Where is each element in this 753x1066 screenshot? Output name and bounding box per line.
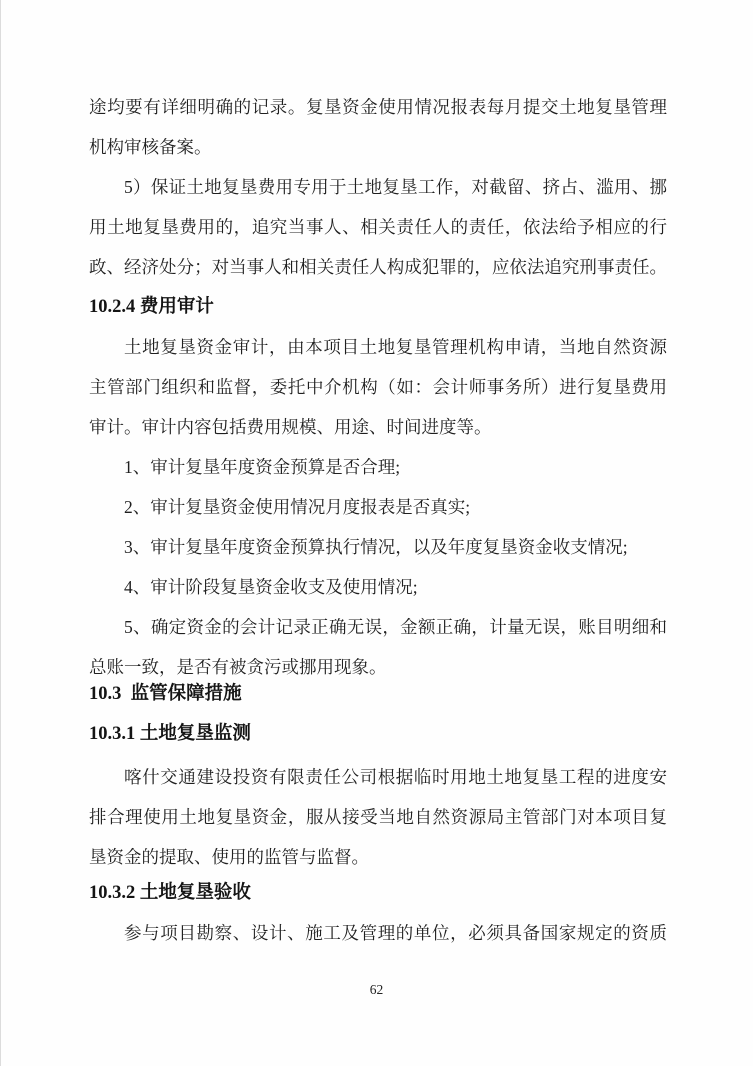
paragraph-line: 土地复垦资金审计，由本项目土地复垦管理机构申请，当地自然资源 bbox=[124, 337, 667, 357]
document-content bbox=[89, 87, 667, 953]
paragraph bbox=[89, 327, 667, 447]
list-item-line: 2、审计复垦资金使用情况月度报表是否真实; bbox=[124, 497, 471, 517]
list-item-line: 4、审计阶段复垦资金收支及使用情况; bbox=[124, 577, 418, 597]
page-edge-line bbox=[0, 0, 1, 1066]
paragraph-line: 5）保证土地复垦费用专用于土地复垦工作，对截留、挤占、滥用、挪 bbox=[124, 177, 667, 197]
heading-10-3-2-reclamation-acceptance: 10.3.2 土地复垦验收 bbox=[89, 883, 251, 903]
paragraph-line: 垦资金的提取、使用的监管与监督。 bbox=[89, 847, 369, 867]
paragraph-line: 机构审核备案。 bbox=[89, 137, 212, 157]
paragraph-line: 用土地复垦费用的，追究当事人、相关责任人的责任，依法给予相应的行 bbox=[89, 217, 667, 237]
paragraph-line: 总账一致，是否有被贪污或挪用现象。 bbox=[89, 657, 387, 677]
heading-10-3-1-reclamation-monitoring: 10.3.1 土地复垦监测 bbox=[89, 724, 251, 744]
paragraph bbox=[89, 167, 667, 287]
heading-10-3-supervision-measures: 10.3 监管保障措施 bbox=[89, 684, 242, 704]
heading-10-2-4-cost-audit: 10.2.4 费用审计 bbox=[89, 297, 214, 317]
list-item bbox=[89, 487, 667, 527]
paragraph bbox=[89, 87, 667, 167]
paragraph bbox=[89, 757, 667, 877]
list-item-line: 3、审计复垦年度资金预算执行情况，以及年度复垦资金收支情况; bbox=[124, 537, 628, 557]
list-item bbox=[89, 567, 667, 607]
paragraph-line: 参与项目勘察、设计、施工及管理的单位，必须具备国家规定的资质 bbox=[124, 923, 667, 943]
list-item bbox=[89, 447, 667, 487]
paragraph-line: 5、确定资金的会计记录正确无误，金额正确，计量无误，账目明细和 bbox=[124, 617, 667, 637]
list-item bbox=[89, 527, 667, 567]
paragraph-line: 政、经济处分；对当事人和相关责任人构成犯罪的，应依法追究刑事责任。 bbox=[89, 257, 667, 277]
paragraph bbox=[89, 913, 667, 953]
paragraph-line: 喀什交通建设投资有限责任公司根据临时用地土地复垦工程的进度安 bbox=[124, 767, 667, 787]
page-number: 62 bbox=[369, 982, 384, 997]
list-item-line: 1、审计复垦年度资金预算是否合理; bbox=[124, 457, 401, 477]
paragraph-line: 排合理使用土地复垦资金，服从接受当地自然资源局主管部门对本项目复 bbox=[89, 807, 667, 827]
paragraph-line: 途均要有详细明确的记录。复垦资金使用情况报表每月提交土地复垦管理 bbox=[89, 97, 667, 117]
paragraph-line: 主管部门组织和监督，委托中介机构（如：会计师事务所）进行复垦费用 bbox=[89, 377, 667, 397]
paragraph-line: 审计。审计内容包括费用规模、用途、时间进度等。 bbox=[89, 417, 492, 437]
